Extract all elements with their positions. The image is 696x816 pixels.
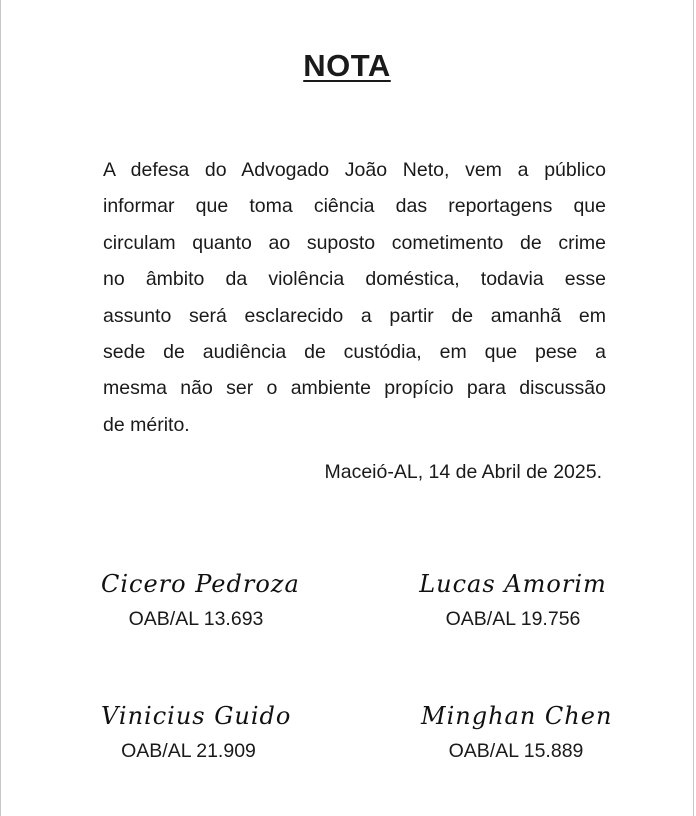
title-text: NOTA xyxy=(303,48,391,83)
document-title xyxy=(1,48,693,84)
paragraph-line: assunto será esclarecido a partir de amanhã em xyxy=(103,304,606,327)
signature-name: Vinicius Guido xyxy=(101,702,292,730)
signature-block xyxy=(101,570,300,631)
paragraph-line: de mérito. xyxy=(103,413,190,436)
signature-name: Minghan Chen xyxy=(421,702,613,730)
signature-block xyxy=(101,702,292,763)
signature-name: Lucas Amorim xyxy=(419,570,607,598)
paragraph-line: no âmbito da violência doméstica, todavia esse xyxy=(103,268,606,291)
oab-number: OAB/AL 19.756 xyxy=(445,608,581,630)
signature-block xyxy=(413,570,613,631)
paragraph-line: A defesa do Advogado João Neto, vem a público xyxy=(103,159,606,181)
paragraph-line: informar que toma ciência das reportagens que xyxy=(103,195,606,218)
signature-block xyxy=(421,702,611,763)
oab-number: OAB/AL 13.693 xyxy=(128,608,264,630)
oab-number: OAB/AL 21.909 xyxy=(121,740,256,762)
paragraph-line: mesma não ser o ambiente propício para discussão xyxy=(103,377,606,400)
date-line: Maceió-AL, 14 de Abril de 2025. xyxy=(324,461,602,483)
statement-paragraph xyxy=(103,152,606,443)
paragraph-line: circulam quanto ao suposto cometimento de crime xyxy=(103,231,606,254)
signature-name: Cicero Pedroza xyxy=(101,570,300,598)
paragraph-line: sede de audiência de custódia, em que pese a xyxy=(103,341,606,364)
oab-number: OAB/AL 15.889 xyxy=(448,740,584,762)
